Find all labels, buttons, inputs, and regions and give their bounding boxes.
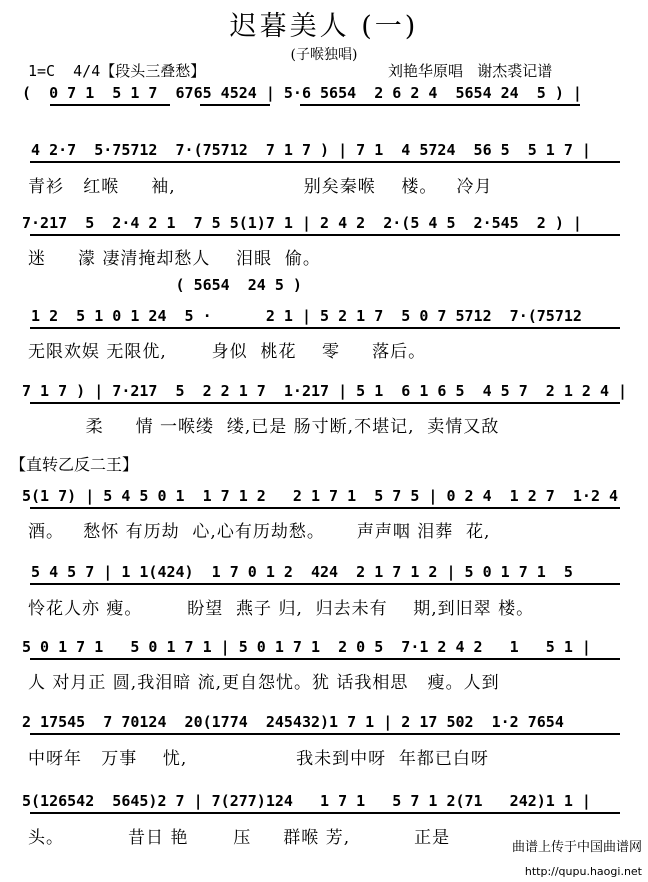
notation-line-4: 1 2 5 1 0 1 24 5 · 2 1 | 5 2 1 7 5 0 7 5712 7·(75712	[22, 307, 582, 325]
notation-line-9: 2 17545 7 70124 20(1774 245432)1 7 1 | 2 17 502 1·2 7654	[22, 713, 564, 731]
credit-line: 刘艳华原唱 谢杰裘记谱	[388, 62, 553, 80]
lyric-line-8: 人 对月正 圆,我泪暗 流,更自怨忧。犹 话我相思 瘦。人到	[28, 673, 500, 693]
lyric-line-10: 头。 昔日 艳 压 群喉 芳, 正是	[28, 828, 451, 848]
beam-line	[30, 507, 620, 509]
lyric-line-7: 怜花人亦 瘦。 盼望 燕子 归, 归去未有 期,到旧翠 楼。	[28, 599, 535, 619]
section-mark: 【直转乙反二王】	[10, 455, 139, 474]
beam-line	[30, 402, 620, 404]
beam-line	[30, 583, 620, 585]
lyric-line-6: 酒。 愁怀 有历劫 心,心有历劫愁。 声声咽 泪葬 花,	[28, 522, 491, 542]
notation-line-8: 5 0 1 7 1 5 0 1 7 1 | 5 0 1 7 1 2 0 5 7·1 2 4 2 1 5 1 |	[22, 638, 591, 656]
lyric-line-4: 无限欢娱 无限优, 身似 桃花 零 落后。	[28, 342, 427, 362]
notation-line-4-upper: ( 5654 24 5 )	[22, 276, 302, 294]
site-footer	[512, 818, 642, 878]
footer-line-1: 曲谱上传于中国曲谱网	[511, 840, 642, 855]
lyric-line-5: 柔 情 一喉缕 缕,已是 肠寸断,不堪记, 卖情又敌	[28, 417, 500, 437]
notation-line-6: 5(1 7) | 5 4 5 0 1 1 7 1 2 2 1 7 1 5 7 5 | 0 2 4 1 2 7 1·2 4	[22, 487, 619, 505]
notation-line-10: 5(126542 5645)2 7 | 7(277)124 1 7 1 5 7 1 2(71 242)1 1 |	[22, 792, 591, 810]
beam-line	[30, 658, 620, 660]
beam-line	[200, 104, 270, 106]
lyric-line-2: 青衫 红喉 袖, 别矣秦喉 楼。 冷月	[28, 177, 493, 197]
notation-line-7: 5 4 5 7 | 1 1(424) 1 7 0 1 2 424 2 1 7 1 2 | 5 0 1 7 1 5	[22, 563, 573, 581]
beam-line	[30, 733, 620, 735]
notation-line-3: 7·217 5 2·4 2 1 7 5 5(1)7 1 | 2 4 2 2·(5 4 5 2·545 2 ) |	[22, 214, 582, 232]
beam-line	[30, 327, 620, 329]
lyric-line-9: 中呀年 万事 忧, 我未到中呀 年都已白呀	[28, 749, 489, 769]
lyric-line-3: 迷 濛 凄清掩却愁人 泪眼 偷。	[28, 249, 321, 269]
song-subtitle: (子喉独唱)	[290, 47, 358, 63]
notation-line-1: ( 0 7 1 5 1 7 6765 4524 | 5·6 5654 2 6 2 4 5654 24 5 ) |	[22, 84, 582, 102]
beam-line	[30, 234, 620, 236]
beam-line	[30, 812, 620, 814]
beam-line	[30, 161, 620, 163]
beam-line	[50, 104, 170, 106]
beam-line	[300, 104, 580, 106]
notation-line-5: 7 1 7 ) | 7·217 5 2 2 1 7 1·217 | 5 1 6 1 6 5 4 5 7 2 1 2 4 |	[22, 382, 628, 400]
footer-line-2: http://qupu.haogi.net	[524, 865, 642, 878]
song-title: 迟暮美人 (一)	[229, 11, 419, 42]
key-signature: 1=C 4/4【段头三叠愁】	[28, 62, 206, 80]
notation-line-2: 4 2·7 5·75712 7·(75712 7 1 7 ) | 7 1 4 5724 56 5 5 1 7 |	[22, 141, 591, 159]
